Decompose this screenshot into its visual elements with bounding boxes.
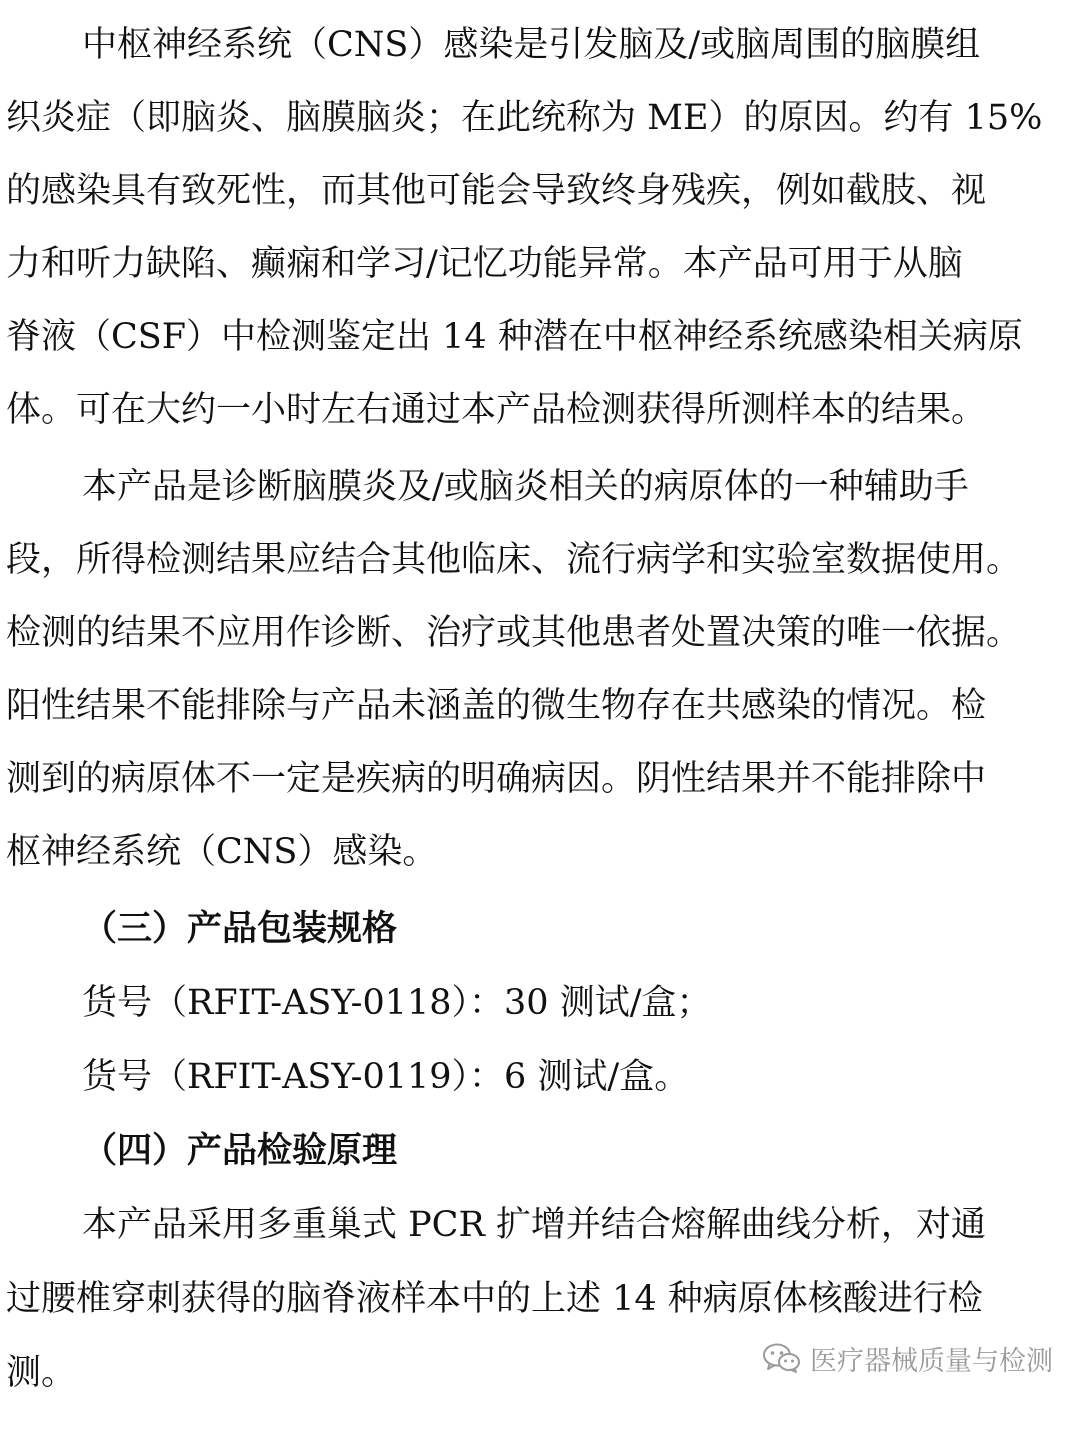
watermark <box>762 1334 1053 1382</box>
section-heading: （四）产品检验原理 <box>82 1131 398 1171</box>
watermark-text: 医疗器械质量与检测 <box>810 1345 1053 1377</box>
paragraph-line: 本产品采用多重巢式 PCR 扩增并结合熔解曲线分析，对通 <box>82 1205 986 1245</box>
paragraph-line: 本产品是诊断脑膜炎及/或脑炎相关的病原体的一种辅助手 <box>82 467 969 507</box>
paragraph-line: 的感染具有致死性，而其他可能会导致终身残疾，例如截肢、视 <box>6 171 987 211</box>
paragraph-line: 体。可在大约一小时左右通过本产品检测获得所测样本的结果。 <box>6 390 987 430</box>
paragraph-line: 测到的病原体不一定是疾病的明确病因。阴性结果并不能排除中 <box>6 759 987 799</box>
section-heading: （三）产品包装规格 <box>82 909 398 949</box>
paragraph-line: 脊液（CSF）中检测鉴定出 14 种潜在中枢神经系统感染相关病原 <box>6 317 1023 357</box>
paragraph-line: 过腰椎穿刺获得的脑脊液样本中的上述 14 种病原体核酸进行检 <box>6 1279 983 1319</box>
paragraph-line: 织炎症（即脑炎、脑膜脑炎；在此统称为 ME）的原因。约有 15% <box>6 98 1043 138</box>
paragraph-line: 中枢神经系统（CNS）感染是引发脑及/或脑周围的脑膜组 <box>82 25 981 65</box>
spec-line: 货号（RFIT-ASY-0119）：6 测试/盒。 <box>82 1057 690 1097</box>
paragraph-line: 阳性结果不能排除与产品未涵盖的微生物存在共感染的情况。检 <box>6 686 987 726</box>
paragraph-line: 测。 <box>6 1353 77 1393</box>
spec-line: 货号（RFIT-ASY-0118）：30 测试/盒； <box>82 983 712 1023</box>
paragraph-line: 力和听力缺陷、癫痫和学习/记忆功能异常。本产品可用于从脑 <box>6 244 963 284</box>
wechat-icon <box>762 1342 802 1374</box>
paragraph-line: 段，所得检测结果应结合其他临床、流行病学和实验室数据使用。 <box>6 540 1022 580</box>
paragraph-line: 枢神经系统（CNS）感染。 <box>6 832 438 872</box>
paragraph-line: 检测的结果不应用作诊断、治疗或其他患者处置决策的唯一依据。 <box>6 613 1022 653</box>
